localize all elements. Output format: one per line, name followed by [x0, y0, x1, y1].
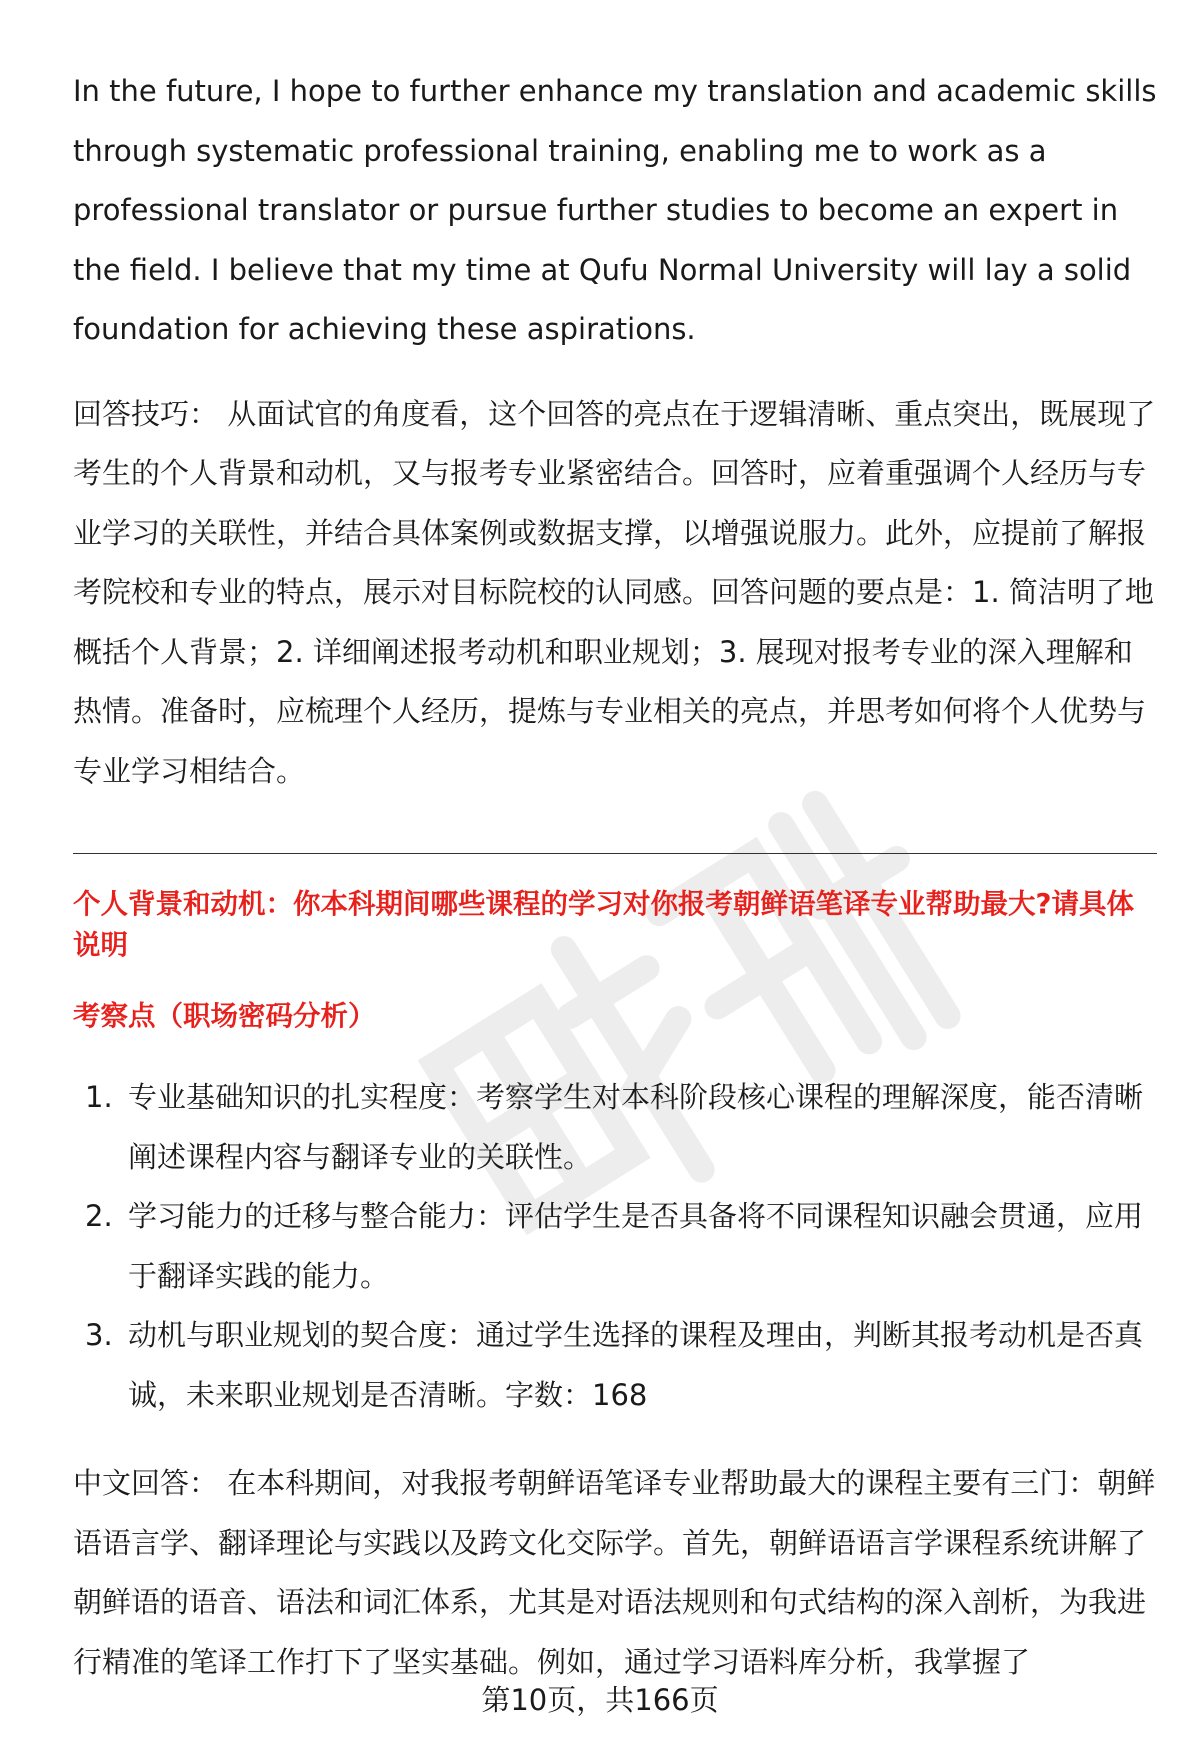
section-divider — [73, 853, 1157, 854]
list-item-text: 动机与职业规划的契合度：通过学生选择的课程及理由，判断其报考动机是否真诚，未来职业规划是否清晰。字数：168 — [128, 1318, 1144, 1412]
intro-paragraph: In the future, I hope to further enhance my translation and academic skills through systematic professional training, enabling me to work as a professional translator or pursue further studies to become an expert in the field. I believe that my time at Qufu Normal University will lay a solid foundation for achieving these aspirations. — [73, 74, 1157, 346]
assessment-heading: 考察点（职场密码分析） — [73, 1000, 376, 1032]
assessment-points-list — [73, 1068, 1157, 1425]
list-item-number: 1. — [85, 1080, 113, 1114]
list-item-text: 学习能力的迁移与整合能力：评估学生是否具备将不同课程知识融会贯通，应用于翻译实践的能力。 — [128, 1199, 1144, 1293]
page-number-footer: 第10页，共166页 — [481, 1683, 719, 1717]
list-item — [73, 1306, 1157, 1425]
list-item-number: 3. — [85, 1318, 113, 1352]
list-item-number: 2. — [85, 1199, 113, 1233]
list-item — [73, 1187, 1157, 1306]
question-heading: 个人背景和动机：你本科期间哪些课程的学习对你报考朝鲜语笔译专业帮助最大?请具体说明 — [73, 888, 1134, 961]
chinese-answer-paragraph: 中文回答： 在本科期间，对我报考朝鲜语笔译专业帮助最大的课程主要有三门：朝鲜语语言学、翻译理论与实践以及跨文化交际学。首先，朝鲜语语言学课程系统讲解了朝鲜语的语音、语法和词汇体系，尤其是对语法规则和句式结构的深入剖析，为我进行精准的笔译工作打下了坚实基础。例如，通过学习语料库分析，我掌握了 — [73, 1466, 1156, 1679]
answer-tips-paragraph: 回答技巧： 从面试官的角度看，这个回答的亮点在于逻辑清晰、重点突出，既展现了考生的个人背景和动机，又与报考专业紧密结合。回答时，应着重强调个人经历与专业学习的关联性，并结合具体案例或数据支撑，以增强说服力。此外，应提前了解报考院校和专业的特点，展示对目标院校的认同感。回答问题的要点是：1. 简洁明了地概括个人背景；2. 详细阐述报考动机和职业规划；3. 展现对报考专业的深入理解和热情。准备时，应梳理个人经历，提炼与专业相关的亮点，并思考如何将个人优势与专业学习相结合。 — [73, 396, 1156, 788]
page-body — [73, 62, 1157, 801]
list-item — [73, 1068, 1157, 1187]
list-item-text: 专业基础知识的扎实程度：考察学生对本科阶段核心课程的理解深度，能否清晰阐述课程内容与翻译专业的关联性。 — [128, 1080, 1144, 1174]
